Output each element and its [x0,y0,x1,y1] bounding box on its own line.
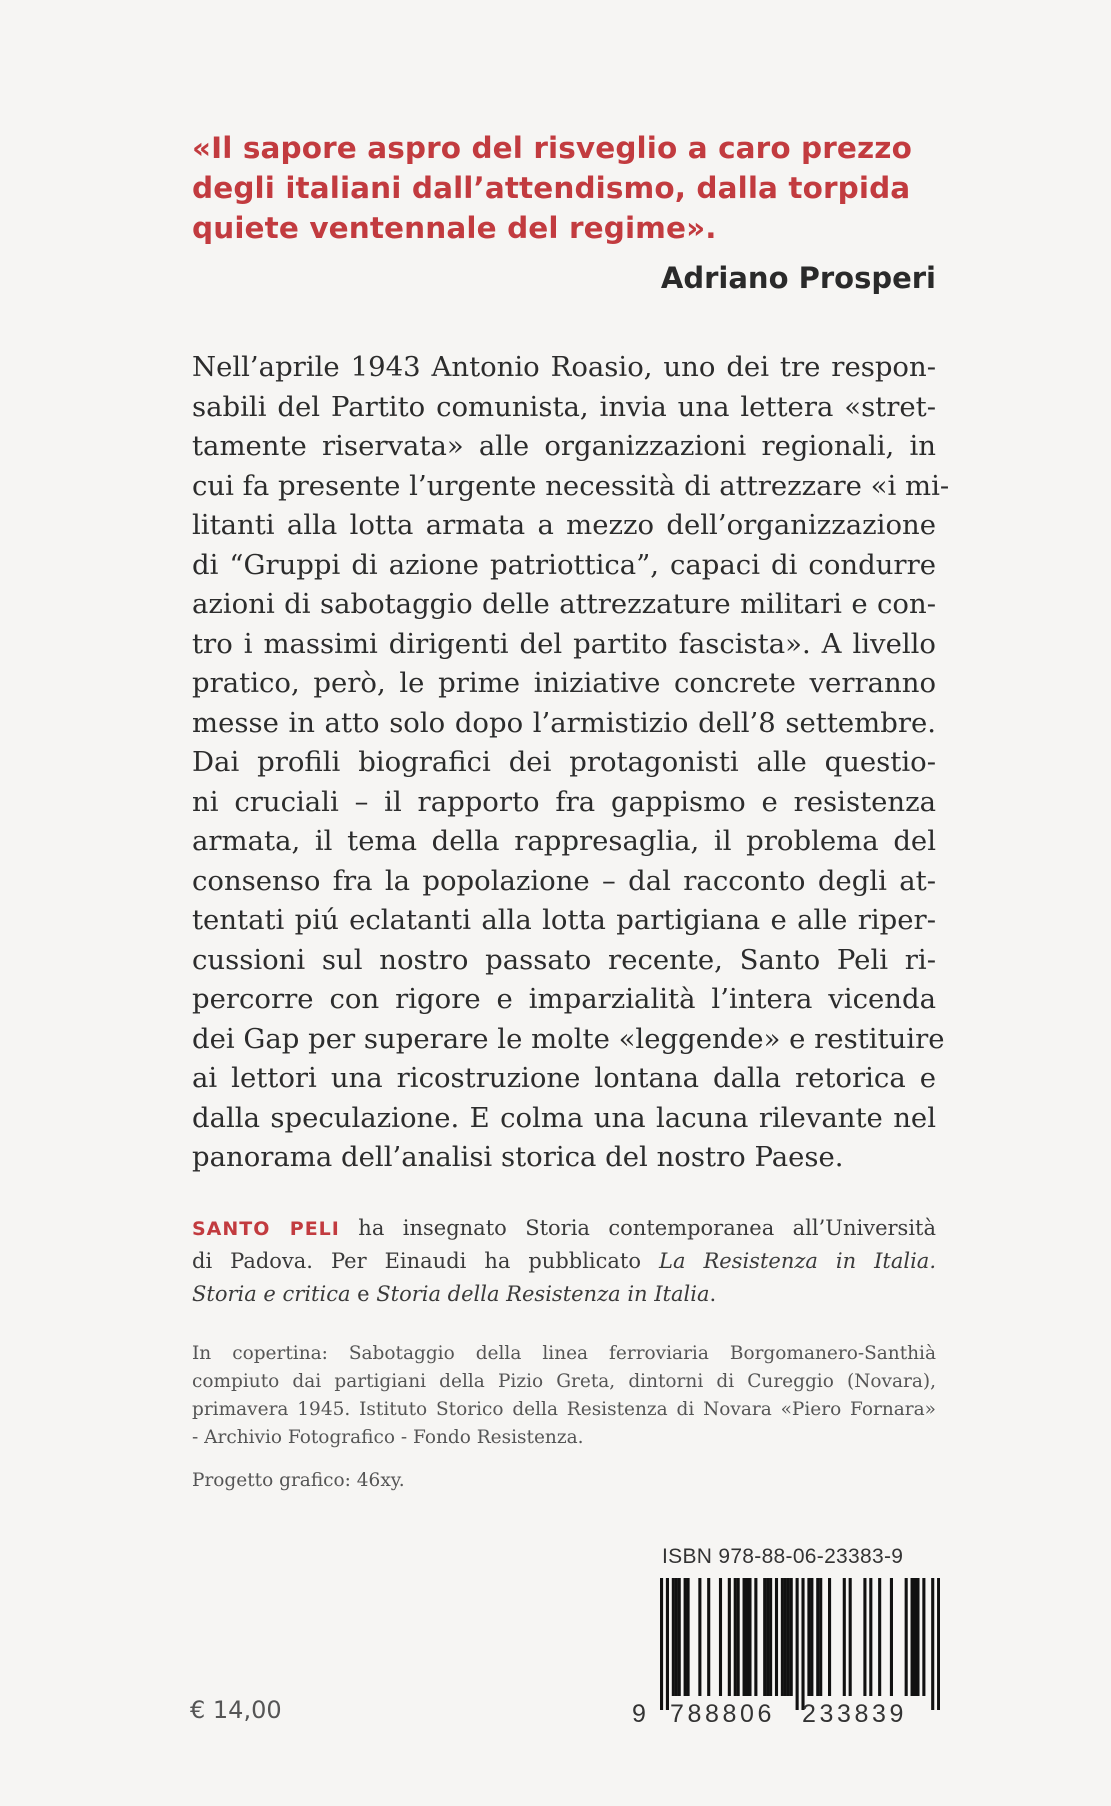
barcode-bar [675,1578,678,1696]
quote-line: degli italiani dall’attendismo, dalla torpida [192,171,911,205]
barcode-bar [863,1578,866,1696]
barcode-bar [931,1578,934,1710]
barcode-bar [766,1578,769,1696]
barcode-bar [807,1578,810,1696]
credit-line: compiuto dai partigiani della Pizio Greta, dintorni di Cureggio (Novara), [192,1371,936,1392]
ean-left-group: 788806 [670,1700,776,1728]
bio-text: di Padova. Per Einaudi ha pubblicato [192,1249,659,1273]
blurb-line: azioni di sabotaggio delle attrezzature militari e con- [192,588,936,620]
book-title: La Resistenza in Italia. [659,1249,937,1273]
blurb-line: dalla speculazione. E colma una lacuna rilevante nel [192,1101,936,1134]
barcode-bar [801,1578,804,1710]
blurb-line: ai lettori una ricostruzione lontana dalla retorica e [192,1062,936,1094]
pull-quote [192,128,936,248]
barcode-bar [849,1578,852,1696]
barcode-bar [743,1578,746,1696]
ean-first-digit: 9 [632,1700,646,1728]
barcode-bar [748,1578,751,1696]
barcode-bar [737,1578,740,1696]
quote-line: «Il sapore aspro del risveglio a caro prezzo [192,131,912,165]
barcode-bar [869,1578,872,1696]
barcode-bar [816,1578,819,1696]
barcode-bars [660,1578,940,1710]
credit-line: primavera 1945. Istituto Storico della Resistenza di Novara «Piero Fornara» [192,1399,936,1420]
barcode-bar [707,1578,710,1696]
blurb-line: di “Gruppi di azione patriottica”, capaci di condurre [192,548,936,581]
barcode-bar [878,1578,881,1696]
blurb-line: Dai profili biografici dei protagonisti alle questio- [192,746,936,778]
blurb-line: tamente riservata» alle organizzazioni regionali, in [192,430,936,462]
barcode-bar [796,1578,799,1710]
barcode-bar [913,1578,916,1696]
blurb-line: tro i massimi dirigenti del partito fascista». A livello [192,627,936,660]
bio-line [192,1278,936,1311]
barcode-bar [819,1578,822,1696]
cover-text [192,128,950,1491]
barcode-bar [728,1578,731,1696]
barcode-bar [828,1578,831,1696]
barcode-bar [678,1578,681,1696]
blurb-line: tentati piú eclatanti alla lotta partigiana e alle riper- [192,904,936,936]
blurb-line: panorama dell’analisi storica del nostro Paese. [192,1141,844,1173]
blurb-line: Nell’aprile 1943 Antonio Roasio, uno dei tre respon- [192,351,936,383]
blurb-line: pratico, però, le prime iniziative concrete verranno [192,667,936,699]
ean-right-group: 233839 [802,1700,908,1728]
bio-text: ha insegnato Storia contemporanea all’Università [339,1215,936,1240]
barcode-bar [687,1578,690,1696]
barcode-bar [719,1578,722,1696]
barcode-bar [787,1578,790,1696]
blurb-line: armata, il tema della rappresaglia, il problema del [192,825,936,857]
barcode-bar [775,1578,778,1696]
blurb-line: dei Gap per superare le molte «leggende» e restituire [192,1022,945,1055]
design-credit: Progetto grafico: 46xy. [192,1470,405,1491]
blurb-line: percorre con rigore e imparzialità l’intera vicenda [192,983,936,1015]
blurb-line: sabili del Partito comunista, invia una lettera «stret- [192,390,936,423]
barcode-bar [781,1578,784,1696]
barcode-bar [784,1578,787,1696]
barcode-bar [660,1578,663,1710]
credit-line: In copertina: Sabotaggio della linea ferroviaria Borgomanero-Santhià [192,1343,936,1364]
barcode-bar [922,1578,925,1696]
bio-line [192,1212,936,1246]
bio-text: . [709,1281,717,1306]
barcode-bar [684,1578,687,1696]
barcode-bar [911,1578,914,1696]
author-bio [192,1212,936,1311]
price: € 14,00 [190,1696,282,1724]
blurb-line: cussioni sul nostro passato recente, Santo Peli ri- [192,943,936,976]
barcode-bar [672,1578,675,1696]
book-title: Storia della Resistenza in Italia [376,1281,710,1306]
barcode-bar [763,1578,766,1696]
cover-credits [192,1340,936,1452]
barcode-bar [769,1578,772,1696]
barcode-bar [790,1578,793,1696]
blurb-line: litanti alla lotta armata a mezzo dell’organizzazione [192,509,936,541]
author-name: SANTO PELI [192,1217,340,1240]
barcode-bar [666,1578,669,1710]
barcode-bar [916,1578,919,1696]
isbn-label: ISBN 978-88-06-23383-9 [662,1545,904,1568]
blurb-line: cui fa presente l’urgente necessità di attrezzare «i mi- [192,469,950,502]
barcode-bar [754,1578,757,1696]
bio-line [192,1245,936,1278]
barcode-bar [698,1578,701,1696]
barcode-bar [745,1578,748,1696]
credit-line: - Archivio Fotografico - Fondo Resistenza. [192,1427,584,1448]
barcode-bar [905,1578,908,1696]
barcode-bar [937,1578,940,1710]
blurb-line: messe in atto solo dopo l’armistizio dell’8 settembre. [192,706,936,739]
bio-text: e [350,1281,377,1306]
book-title: Storia e critica [192,1281,351,1306]
blurb-line: ni cruciali – il rapporto fra gappismo e resistenza [192,785,936,818]
blurb-paragraph [192,348,950,1178]
barcode-bar [734,1578,737,1696]
barcode-bar [843,1578,846,1696]
quote-line: quiete ventennale del regime». [192,211,717,245]
blurb-line: consenso fra la popolazione – dal racconto degli at- [192,864,936,897]
barcode-bar [890,1578,893,1696]
quote-author: Adriano Prosperi [660,261,936,295]
barcode-bar [810,1578,813,1696]
